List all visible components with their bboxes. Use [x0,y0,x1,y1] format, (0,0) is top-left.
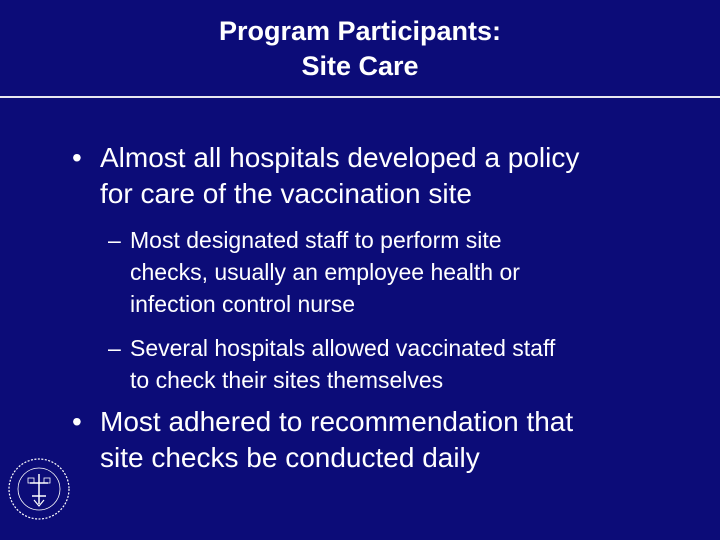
slide-title [0,14,720,84]
sub-bullet-symbol: – [108,227,121,253]
bullet-text-line: Most adhered to recommendation that [100,406,574,437]
bullet-symbol: • [72,406,82,437]
sub-bullet-text-line: infection control nurse [130,291,356,317]
bullet-text-line: site checks be conducted daily [100,442,480,473]
sub-bullet-text-line: to check their sites themselves [130,367,444,393]
slide-title-line-2: Site Care [301,51,419,81]
sub-bullet-text-line: Most designated staff to perform site [130,227,502,253]
bullet-text [100,140,680,212]
seal-icon [6,456,72,522]
sub-bullet-text-line: Several hospitals allowed vaccinated staff [130,335,556,361]
bullet-text [100,404,680,476]
bullet-symbol: • [72,142,82,173]
bullet-text-line: Almost all hospitals developed a policy [100,142,580,173]
sub-bullet-text-line: checks, usually an employee health or [130,259,520,285]
sub-bullet-symbol: – [108,335,121,361]
sub-bullet-text [130,224,670,320]
bullet-text-line: for care of the vaccination site [100,178,472,209]
slide-title-line-1: Program Participants: [218,16,502,46]
sub-bullet-text [130,332,670,396]
title-divider [0,96,720,98]
